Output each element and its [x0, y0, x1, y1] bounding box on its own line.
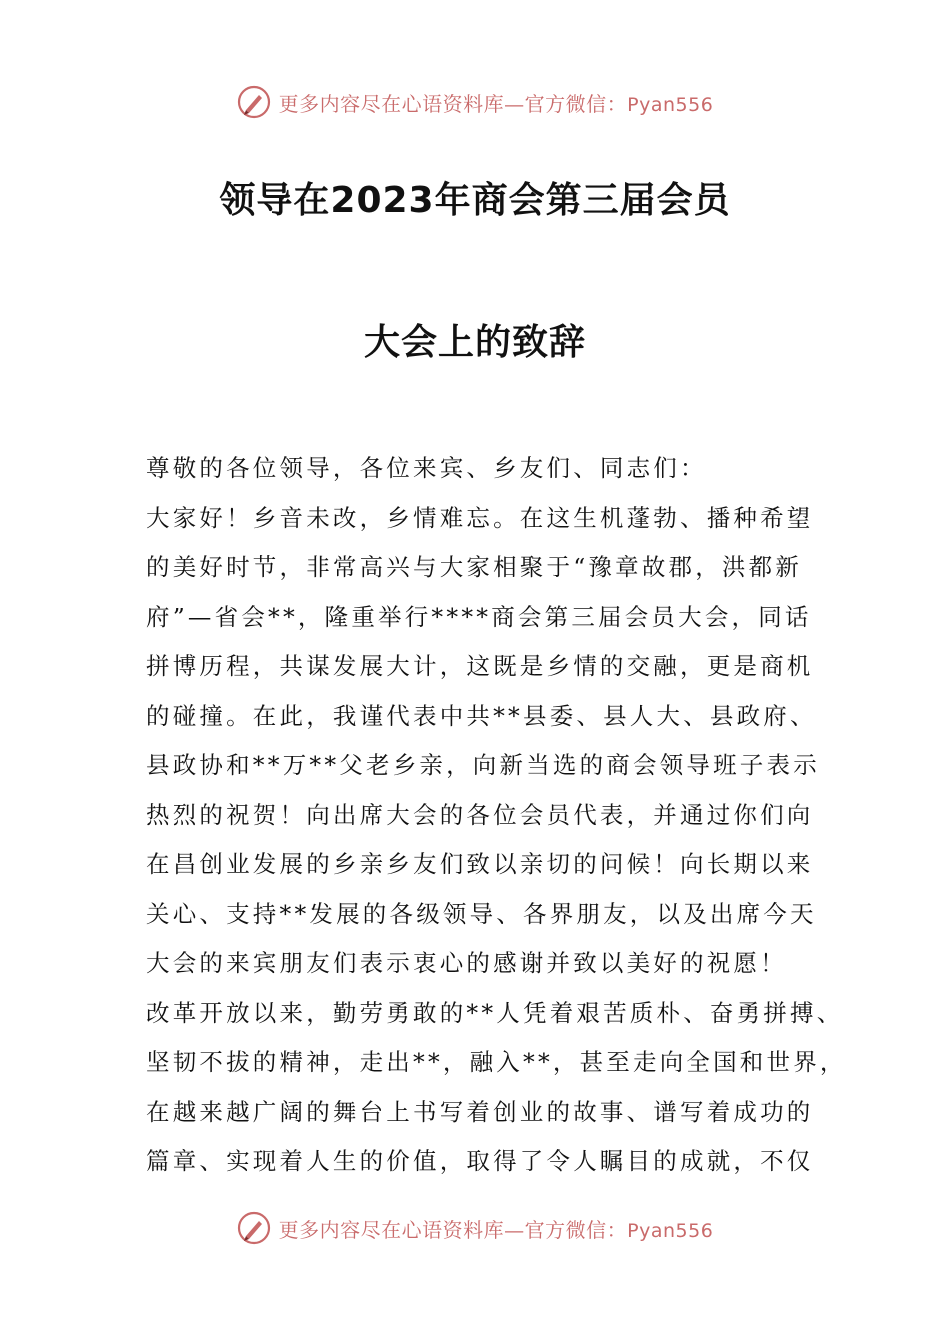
body-line: 坚韧不拔的精神，走出**，融入**，甚至走向全国和世界， [146, 1048, 847, 1076]
watermark-text [279, 1214, 714, 1243]
body-line: 拼博历程，共谋发展大计，这既是乡情的交融，更是商机 [146, 652, 814, 680]
body-line: 府”—省会**，隆重举行****商会第三届会员大会，同话 [146, 602, 812, 631]
document-title-line-2: 大会上的致辞 [363, 322, 586, 363]
header-watermark [0, 82, 950, 122]
pen-logo-icon [237, 1211, 271, 1245]
body-line: 县政协和**万**父老乡亲，向新当选的商会领导班子表示 [146, 751, 820, 779]
body-line: 大家好！乡音未改，乡情难忘。在这生机蓬勃、播种希望 [146, 503, 814, 532]
speech-body [146, 450, 847, 1193]
body-line: 大会的来宾朋友们表示衷心的感谢并致以美好的祝愿！ [146, 949, 787, 977]
watermark-separator: — [504, 91, 525, 116]
watermark-wechat-label: 官方微信： [524, 91, 628, 116]
pen-logo-icon [237, 85, 271, 119]
document-title-line-1: 领导在2023年商会第三届会员 [219, 180, 731, 221]
watermark-wechat-id: Pyan556 [627, 1219, 714, 1242]
body-line: 篇章、实现着人生的价值，取得了令人瞩目的成就，不仅 [146, 1147, 814, 1175]
body-line: 的碰撞。在此，我谨代表中共**县委、县人大、县政府、 [146, 701, 817, 730]
watermark-site-text: 更多内容尽在心语资料库 [278, 1217, 505, 1242]
body-line: 尊敬的各位领导，各位来宾、乡友们、同志们： [146, 454, 707, 482]
body-line: 热烈的祝贺！向出席大会的各位会员代表，并通过你们向 [146, 800, 814, 829]
footer-watermark [0, 1208, 950, 1248]
body-line: 的美好时节，非常高兴与大家相聚于“豫章故郡，洪都新 [146, 553, 803, 581]
watermark-text [279, 88, 714, 117]
body-line: 改革开放以来，勤劳勇敢的**人凭着艰苦质朴、奋勇拼搏、 [146, 998, 844, 1027]
body-line: 关心、支持**发展的各级领导、各界朋友，以及出席今天 [146, 899, 817, 928]
watermark-site-text: 更多内容尽在心语资料库 [278, 91, 505, 116]
body-line: 在昌创业发展的乡亲乡友们致以亲切的问候！向长期以来 [146, 850, 814, 878]
watermark-wechat-id: Pyan556 [627, 93, 714, 116]
watermark-separator: — [504, 1217, 525, 1242]
watermark-wechat-label: 官方微信： [524, 1217, 628, 1242]
body-line: 在越来越广阔的舞台上书写着创业的故事、谱写着成功的 [146, 1097, 814, 1126]
